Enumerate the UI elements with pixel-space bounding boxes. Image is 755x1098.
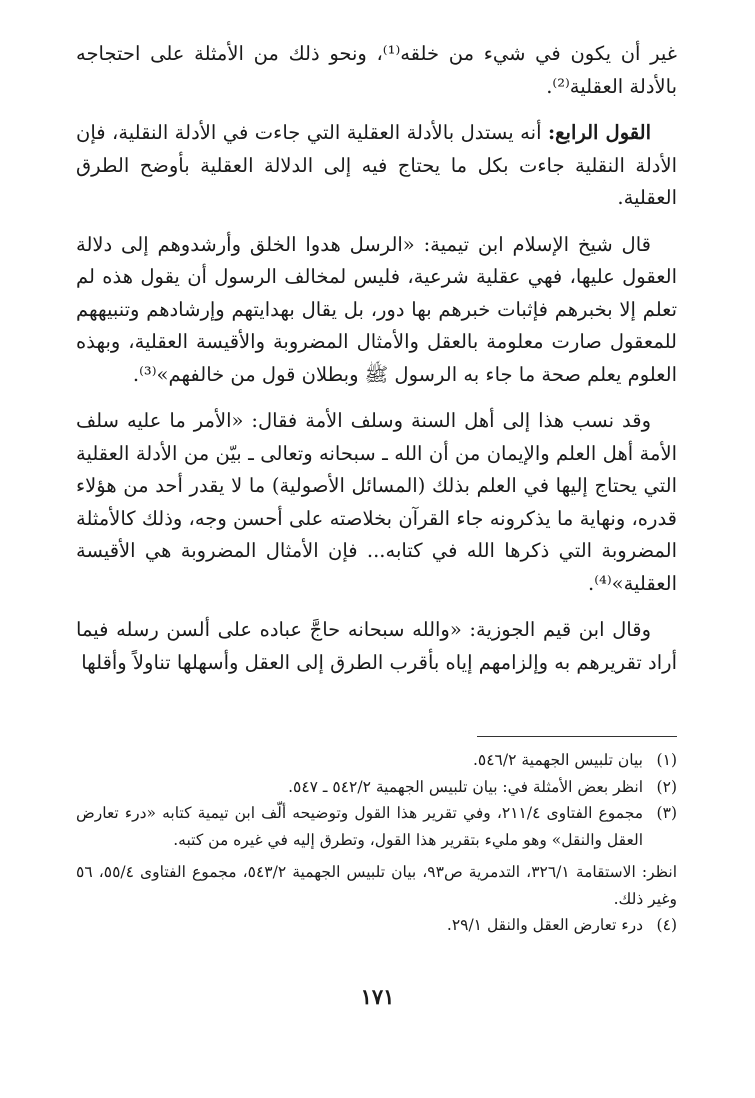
footnote-text: درء تعارض العقل والنقل ٢٩/١. bbox=[446, 916, 643, 934]
footnotes bbox=[76, 747, 677, 939]
footnote-continuation: انظر: الاستقامة ٣٢٦/١، التدمرية ص٩٣، بيان تلبيس الجهمية ٥٤٣/٢، مجموع الفتاوى ٥٥/٤، ٥٦ وغير ذلك. bbox=[76, 863, 678, 908]
paragraph-5: وقال ابن قيم الجوزية: «والله سبحانه حاجَّ عباده على ألسن رسله فيما أراد تقريرهم به وإلزامهم إياه بأقرب الطرق إلى العقل وأسهلها تناولاً وأقلها bbox=[76, 618, 677, 674]
paragraph-2-text: أنه يستدل بالأدلة العقلية التي جاءت في الأدلة النقلية، فإن الأدلة النقلية جاءت بكل ما يحتاج فيه إلى الدلالة العقلية بأوضح الطرق العقلية. bbox=[76, 121, 677, 209]
footnote bbox=[76, 774, 677, 801]
footnote-number: (٤) bbox=[656, 916, 677, 934]
paragraph-4: وقد نسب هذا إلى أهل السنة وسلف الأمة فقال: «الأمر ما عليه سلف الأمة أهل العلم والإيمان من أن الله ـ سبحانه وتعالى ـ بيّن من الأدلة العقلية التي يحتاج إليها في العلم بذلك (المسائل الأصولية) ما لا يقدر أحد من هؤلاء قدره، ونهاية ما يذكرونه جاء القرآن بخلاصته على أحسن وجه، وذلك كالأمثلة المضروبة التي ذكرها الله في كتابه... فإن الأمثال المضروبة هي الأقيسة العقلية»⁽⁴⁾. bbox=[76, 409, 677, 595]
footnote-text: انظر بعض الأمثلة في: بيان تلبيس الجهمية ٥٤٢/٢ ـ ٥٤٧. bbox=[288, 777, 643, 796]
footnote-separator bbox=[477, 736, 677, 737]
footnote-number: (٢) bbox=[656, 777, 677, 796]
paragraph-1: غير أن يكون في شيء من خلقه⁽¹⁾، ونحو ذلك من الأمثلة على احتجاجه بالأدلة العقلية⁽²⁾. bbox=[76, 42, 677, 98]
footnote bbox=[76, 800, 677, 853]
footnote-text: بيان تلبيس الجهمية ٥٤٦/٢. bbox=[472, 751, 643, 769]
footnote bbox=[76, 912, 677, 939]
main-text bbox=[76, 38, 677, 679]
footnote-text: مجموع الفتاوى ٢١١/٤، وفي تقرير هذا القول وتوضيحه ألّف ابن تيمية كتابه «درء تعارض العقل والنقل» وهو مليء بتقرير هذا القول، وتطرق إليه في غيره من كتبه. bbox=[76, 804, 644, 849]
paragraph-2-lead: القول الرابع: bbox=[547, 121, 651, 144]
footnote-number: (١) bbox=[656, 751, 677, 769]
paragraph-2 bbox=[76, 117, 677, 215]
footnote-number: (٣) bbox=[656, 804, 677, 822]
paragraph-3: قال شيخ الإسلام ابن تيمية: «الرسل هدوا الخلق وأرشدوهم إلى دلالة العقول عليها، فهي عقلية شرعية، فليس لمخالف الرسول أن يقول هذه لم تعلم إلا بخبرهم فإثبات خبرهم بها دور، بل يقال بهدايتهم وإرشادهم وتنبيههم للمعقول صارت معلومة بالعقل والأمثال المضروبة والأقيسة العقلية، وبهذه العلوم يعلم صحة ما جاء به الرسول ﷺ وبطلان قول من خالفهم»⁽³⁾. bbox=[76, 232, 677, 386]
page-number: ١٧١ bbox=[360, 984, 395, 1009]
footnote bbox=[76, 747, 677, 774]
